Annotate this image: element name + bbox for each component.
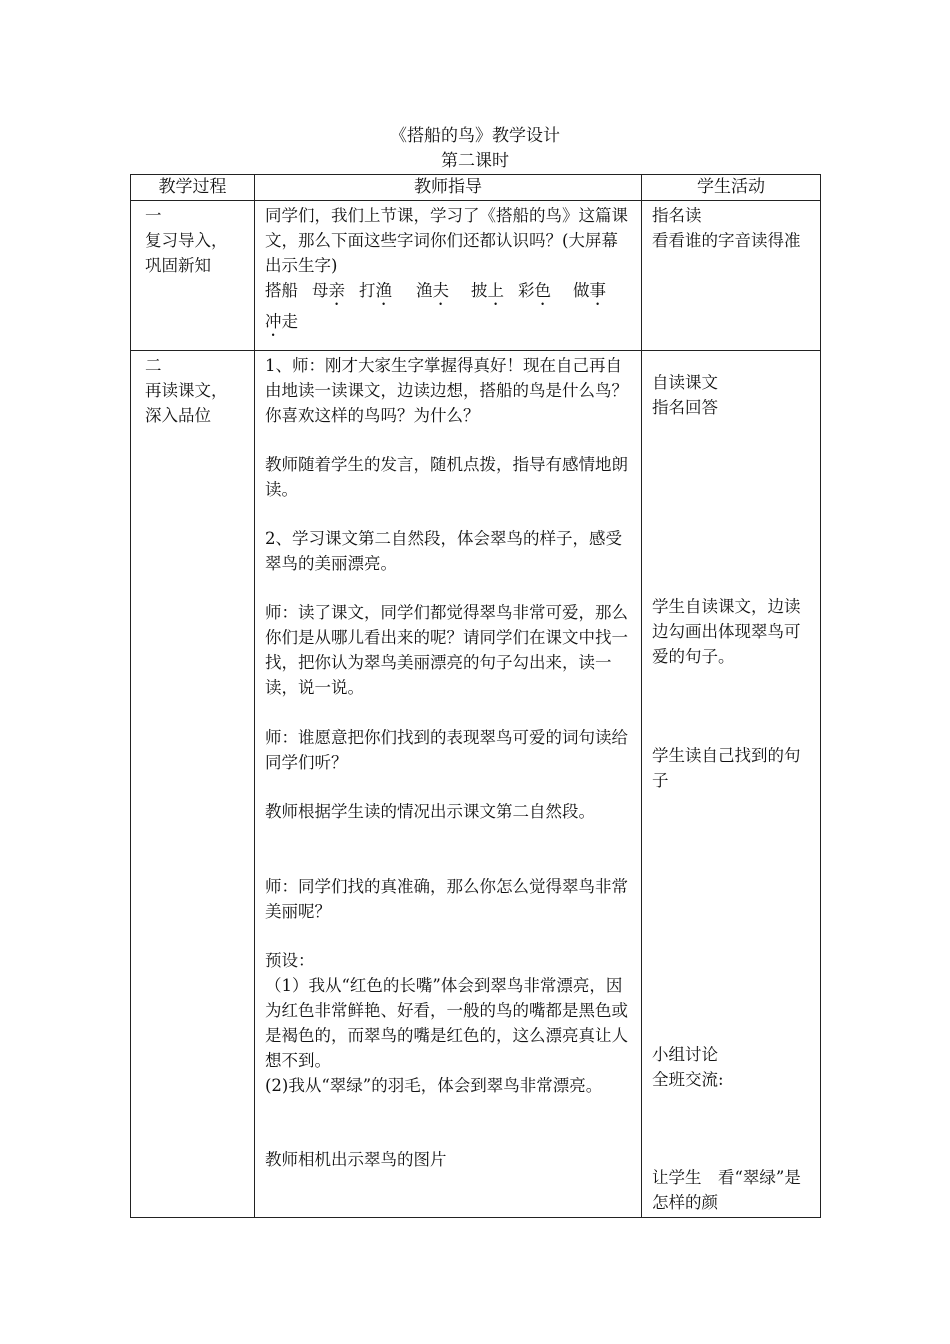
- stage-label: 再读课文，: [145, 381, 228, 400]
- stage-cell: [131, 201, 255, 351]
- document-title: 《搭船的鸟》教学设计: [390, 126, 560, 146]
- student-cell: [642, 351, 821, 1218]
- header-process: 教学过程: [131, 175, 255, 201]
- stage-label: 深入品位: [145, 406, 211, 425]
- stage-label: 复习导入，: [145, 231, 228, 250]
- teacher-paragraph: 教师相机出示翠鸟的图片: [265, 1150, 447, 1169]
- teacher-paragraph: 1、师：刚才大家生字掌握得真好！现在自己再自由地读一读课文，边读边想，搭船的鸟是什么鸟？你喜欢这样的鸟吗？为什么？: [265, 356, 628, 425]
- teacher-paragraph: 师：谁愿意把你们找到的表现翠鸟可爱的词句读给同学们听？: [265, 728, 628, 772]
- vocab-word: 打渔: [359, 281, 392, 300]
- document-subtitle: 第二课时: [441, 151, 509, 171]
- stage-cell: [131, 351, 255, 1218]
- student-activity-text: 指名读: [652, 206, 702, 225]
- stage-number: 二: [145, 356, 162, 375]
- vocab-word: 彩色: [518, 281, 551, 300]
- vocab-word: 搭船: [265, 281, 298, 300]
- teacher-paragraph: 教师随着学生的发言，随机点拨，指导有感情地朗读。: [265, 455, 628, 499]
- lesson-plan-table: [130, 174, 821, 1218]
- vocab-word: 渔夫: [416, 281, 449, 300]
- student-activity-text: 学生自读课文，边读边勾画出体现翠鸟可爱的句子。: [652, 597, 801, 666]
- teacher-paragraph: 师：同学们找的真准确，那么你怎么觉得翠鸟非常美丽呢？: [265, 877, 628, 921]
- student-activity-text: 让学生 看“翠绿”是怎样的颜: [652, 1168, 801, 1212]
- vocabulary-list: [265, 278, 633, 340]
- table-header-row: [131, 175, 821, 201]
- student-activity-text: 小组讨论: [652, 1045, 718, 1064]
- table-row: [131, 201, 821, 351]
- header-teacher-guidance: 教师指导: [255, 175, 642, 201]
- teacher-paragraph: 预设：: [265, 951, 315, 970]
- vocab-word: 母亲: [312, 281, 345, 300]
- vocab-word: 披上: [471, 281, 504, 300]
- student-activity-text: 全班交流:: [652, 1070, 724, 1089]
- student-activity-text: 自读课文: [652, 373, 718, 392]
- stage-number: 一: [145, 206, 162, 225]
- teacher-paragraph: （1）我从“红色的长嘴”体会到翠鸟非常漂亮，因为红色非常鲜艳、好看，一般的鸟的嘴都是黑色或是褐色的，而翠鸟的嘴是红色的，这么漂亮真让人想不到。: [265, 976, 628, 1070]
- teacher-paragraph: 2、学习课文第二自然段，体会翠鸟的样子，感受翠鸟的美丽漂亮。: [265, 529, 622, 573]
- teacher-paragraph: 教师根据学生读的情况出示课文第二自然段。: [265, 802, 595, 821]
- teacher-paragraph: (2)我从“翠绿”的羽毛，体会到翠鸟非常漂亮。: [265, 1076, 603, 1095]
- student-activity-text: 看看谁的字音读得准: [652, 231, 801, 250]
- stage-label: 巩固新知: [145, 256, 211, 275]
- table-row: [131, 351, 821, 1218]
- student-cell: [642, 201, 821, 351]
- teacher-cell: [255, 201, 642, 351]
- vocab-word: 冲走: [265, 312, 298, 331]
- vocab-word: 做事: [573, 281, 606, 300]
- student-activity-text: 学生读自己找到的句子: [652, 746, 801, 790]
- teacher-intro-text: 同学们，我们上节课，学习了《搭船的鸟》这篇课文，那么下面这些字词你们还都认识吗？(大屏幕出示生字): [265, 206, 628, 275]
- header-student-activity: 学生活动: [642, 175, 821, 201]
- teacher-paragraph: 师：读了课文，同学们都觉得翠鸟非常可爱，那么你们是从哪儿看出来的呢？请同学们在课文中找一找，把你认为翠鸟美丽漂亮的句子勾出来，读一读，说一说。: [265, 603, 628, 697]
- student-activity-text: 指名回答: [652, 398, 718, 417]
- teacher-cell: [255, 351, 642, 1218]
